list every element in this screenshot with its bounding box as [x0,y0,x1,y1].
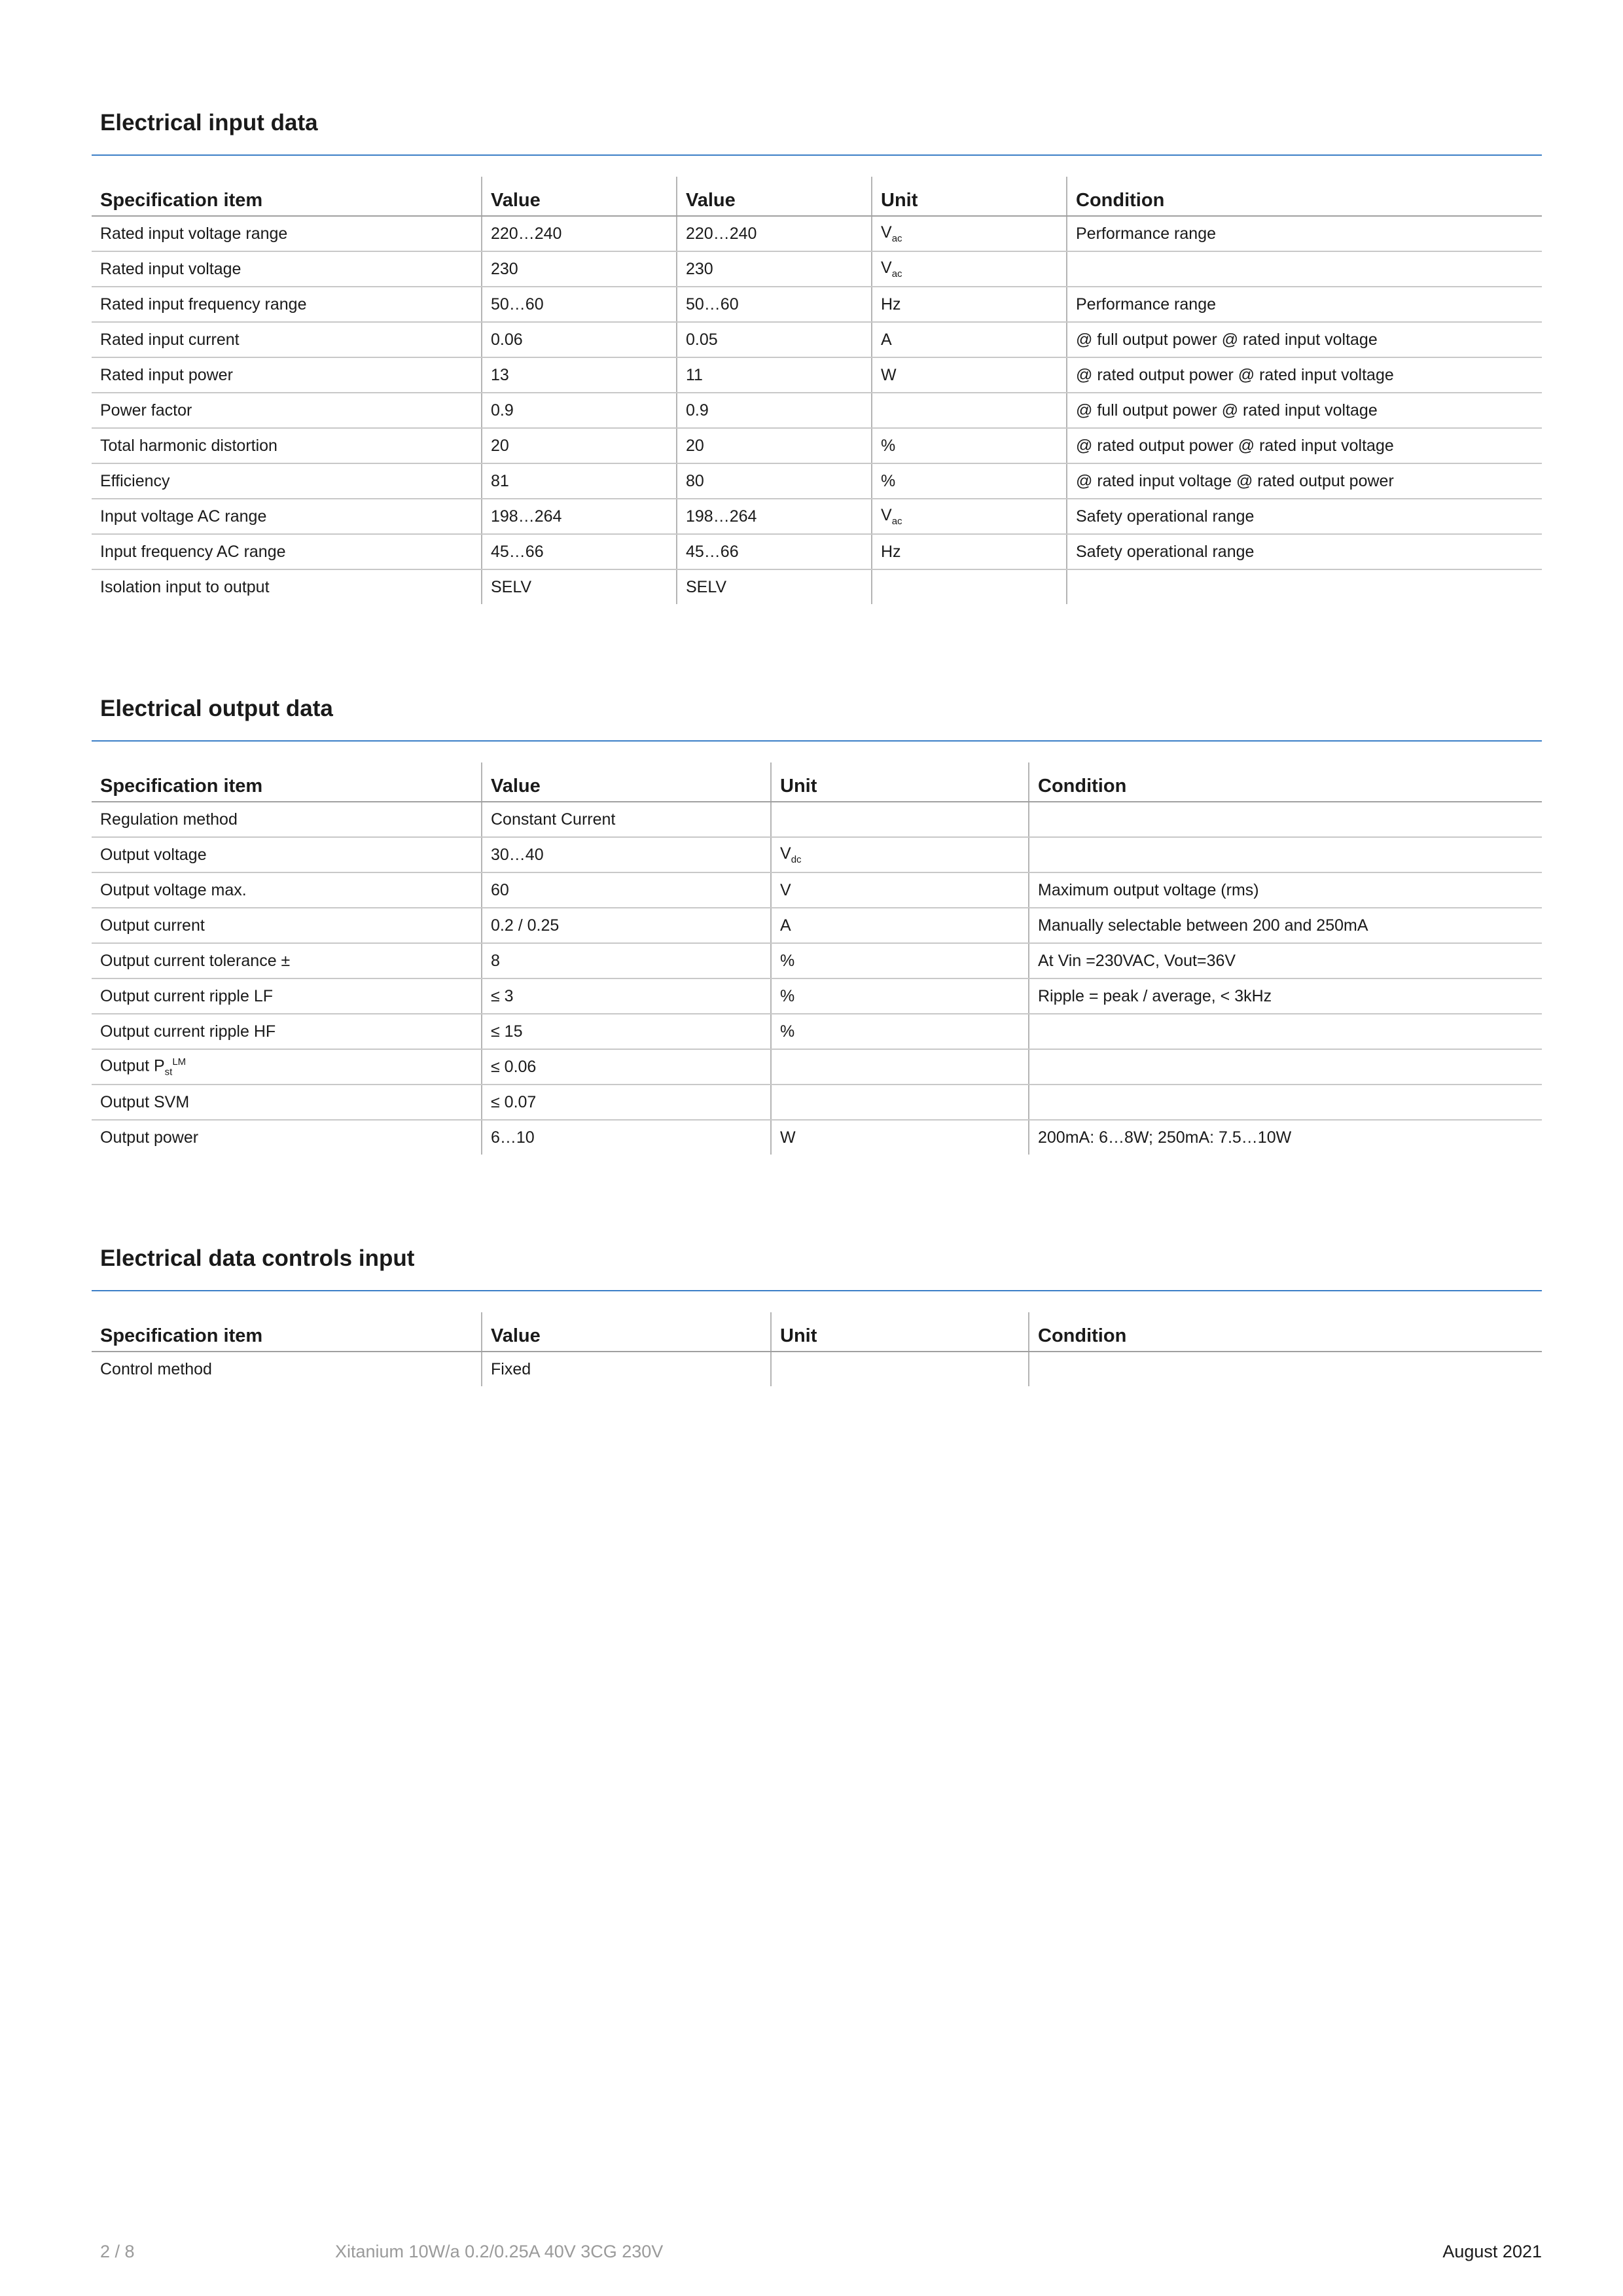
table-cell: 0.9 [482,393,677,428]
table-cell: 50…60 [482,287,677,322]
column-header: Unit [771,762,1029,802]
table-cell: 220…240 [677,216,872,251]
table-cell: 45…66 [677,534,872,569]
table-cell: 60 [482,872,771,908]
table-cell: Rated input power [92,357,482,393]
table-cell: A [771,908,1029,943]
table-cell: Rated input voltage range [92,216,482,251]
table-cell: @ rated output power @ rated input voltage [1067,428,1542,463]
table-cell: % [872,428,1067,463]
table-cell [771,1049,1029,1085]
table-row [92,978,1542,1014]
table-cell: Output $P_{st}^{LM}$ [92,1049,482,1085]
table-cell: 230 [677,251,872,287]
table-cell: At Vin =230VAC, Vout=36V [1029,943,1542,978]
table-cell: 0.9 [677,393,872,428]
table-cell: 45…66 [482,534,677,569]
table-cell: 8 [482,943,771,978]
table-cell: Output current ripple HF [92,1014,482,1049]
publication-date: August 2021 [1442,2242,1542,2261]
table-cell: Safety operational range [1067,499,1542,534]
table-cell: 198…264 [482,499,677,534]
table-cell [771,802,1029,837]
table-cell: $V_{ac}$ [872,216,1067,251]
table-cell: Constant Current [482,802,771,837]
table-cell: Regulation method [92,802,482,837]
table-cell: Safety operational range [1067,534,1542,569]
column-header: Value [482,1312,771,1352]
table-row [92,534,1542,569]
table-cell: SELV [482,569,677,604]
table-cell: 230 [482,251,677,287]
table-cell: A [872,322,1067,357]
column-header: Condition [1029,762,1542,802]
table-row [92,428,1542,463]
column-header: Specification item [92,1312,482,1352]
table-cell: Performance range [1067,287,1542,322]
table-cell: @ full output power @ rated input voltage [1067,322,1542,357]
table-cell: 80 [677,463,872,499]
table-cell [1029,1352,1542,1386]
table-cell: 81 [482,463,677,499]
table-header-row [92,177,1542,216]
table-cell: Output current [92,908,482,943]
table-cell: W [771,1120,1029,1155]
column-header: Unit [771,1312,1029,1352]
table-cell: Power factor [92,393,482,428]
table-cell: Input voltage AC range [92,499,482,534]
table-cell [1067,251,1542,287]
table-cell: Rated input frequency range [92,287,482,322]
table-row [92,1120,1542,1155]
table-cell: $V_{ac}$ [872,499,1067,534]
table-cell: Performance range [1067,216,1542,251]
table-cell [1029,1049,1542,1085]
table-cell: Output voltage max. [92,872,482,908]
table-cell [771,1352,1029,1386]
table-row [92,393,1542,428]
table-header-row [92,1312,1542,1352]
section-title: Electrical output data [100,696,333,721]
table-cell: $V_{dc}$ [771,837,1029,872]
table-cell: 0.05 [677,322,872,357]
table-cell: 0.06 [482,322,677,357]
page-number: 2 / 8 [100,2242,135,2261]
table-cell: Output voltage [92,837,482,872]
table-cell: 220…240 [482,216,677,251]
electrical-input-table [92,177,1542,604]
table-cell: Rated input voltage [92,251,482,287]
table-cell: 50…60 [677,287,872,322]
table-cell: 20 [482,428,677,463]
table-cell: 11 [677,357,872,393]
table-row [92,322,1542,357]
table-row [92,1014,1542,1049]
table-row [92,1085,1542,1120]
column-header: Value [677,177,872,216]
column-header: Condition [1067,177,1542,216]
table-row [92,569,1542,604]
table-cell: Maximum output voltage (rms) [1029,872,1542,908]
electrical-output-section [92,689,1542,1155]
electrical-output-table [92,762,1542,1155]
table-row [92,943,1542,978]
table-cell: Output power [100,1128,199,1147]
table-cell: Hz [872,534,1067,569]
table-cell [1029,1014,1542,1049]
column-header: Condition [1029,1312,1542,1352]
table-row [92,463,1542,499]
table-cell: 200mA: 6…8W; 250mA: 7.5…10W [1029,1120,1542,1155]
table-cell: Isolation input to output [100,577,270,596]
table-cell: Total harmonic distortion [92,428,482,463]
table-cell: % [771,943,1029,978]
electrical-input-section [92,103,1542,604]
section-title: Electrical data controls input [100,1246,415,1271]
table-cell: ≤ 0.06 [482,1049,771,1085]
table-cell: SELV [677,569,872,604]
table-row [92,802,1542,837]
product-name: Xitanium 10W/a 0.2/0.25A 40V 3CG 230V [335,2242,664,2261]
table-cell: % [872,463,1067,499]
table-cell: 0.2 / 0.25 [482,908,771,943]
table-cell: @ rated input voltage @ rated output power [1067,463,1542,499]
table-cell [872,569,1067,604]
table-cell: 6…10 [482,1120,771,1155]
section-divider [92,740,1542,742]
table-cell: 198…264 [677,499,872,534]
table-cell [1029,837,1542,872]
table-cell: Output current ripple LF [92,978,482,1014]
column-header: Value [482,762,771,802]
table-cell: ≤ 15 [482,1014,771,1049]
table-cell: Output SVM [92,1085,482,1120]
table-cell: Efficiency [92,463,482,499]
table-row [92,287,1542,322]
table-cell: Ripple = peak / average, < 3kHz [1029,978,1542,1014]
table-cell: Input frequency AC range [92,534,482,569]
table-row [92,1049,1542,1085]
section-divider [92,1290,1542,1291]
table-row [92,216,1542,251]
section-divider [92,154,1542,156]
table-row [92,908,1542,943]
table-row [92,251,1542,287]
table-cell [1029,1085,1542,1120]
table-cell [771,1085,1029,1120]
table-cell: $V_{ac}$ [872,251,1067,287]
table-cell [1029,802,1542,837]
electrical-controls-section [92,1239,1542,1386]
table-cell: % [771,1014,1029,1049]
table-cell: Rated input current [92,322,482,357]
table-cell: W [872,357,1067,393]
column-header: Unit [872,177,1067,216]
table-row [92,499,1542,534]
table-row [92,837,1542,872]
table-cell: 30…40 [482,837,771,872]
table-header-row [92,762,1542,802]
table-cell: ≤ 3 [482,978,771,1014]
column-header: Specification item [92,762,482,802]
electrical-controls-table [92,1312,1542,1386]
table-row [92,357,1542,393]
table-cell: 13 [482,357,677,393]
table-cell [1067,569,1542,604]
table-row [92,872,1542,908]
table-cell [872,393,1067,428]
table-cell: @ full output power @ rated input voltage [1067,393,1542,428]
table-cell: Hz [872,287,1067,322]
table-row [92,1352,1542,1386]
table-cell: @ rated output power @ rated input voltage [1067,357,1542,393]
table-cell: % [771,978,1029,1014]
table-cell: Fixed [482,1352,771,1386]
table-cell: Output current tolerance ± [92,943,482,978]
table-cell: Manually selectable between 200 and 250mA [1029,908,1542,943]
table-cell: 20 [677,428,872,463]
column-header: Value [482,177,677,216]
column-header: Specification item [92,177,482,216]
table-cell: ≤ 0.07 [482,1085,771,1120]
table-cell: V [771,872,1029,908]
section-title: Electrical input data [100,110,318,135]
table-cell: Control method [100,1359,212,1378]
